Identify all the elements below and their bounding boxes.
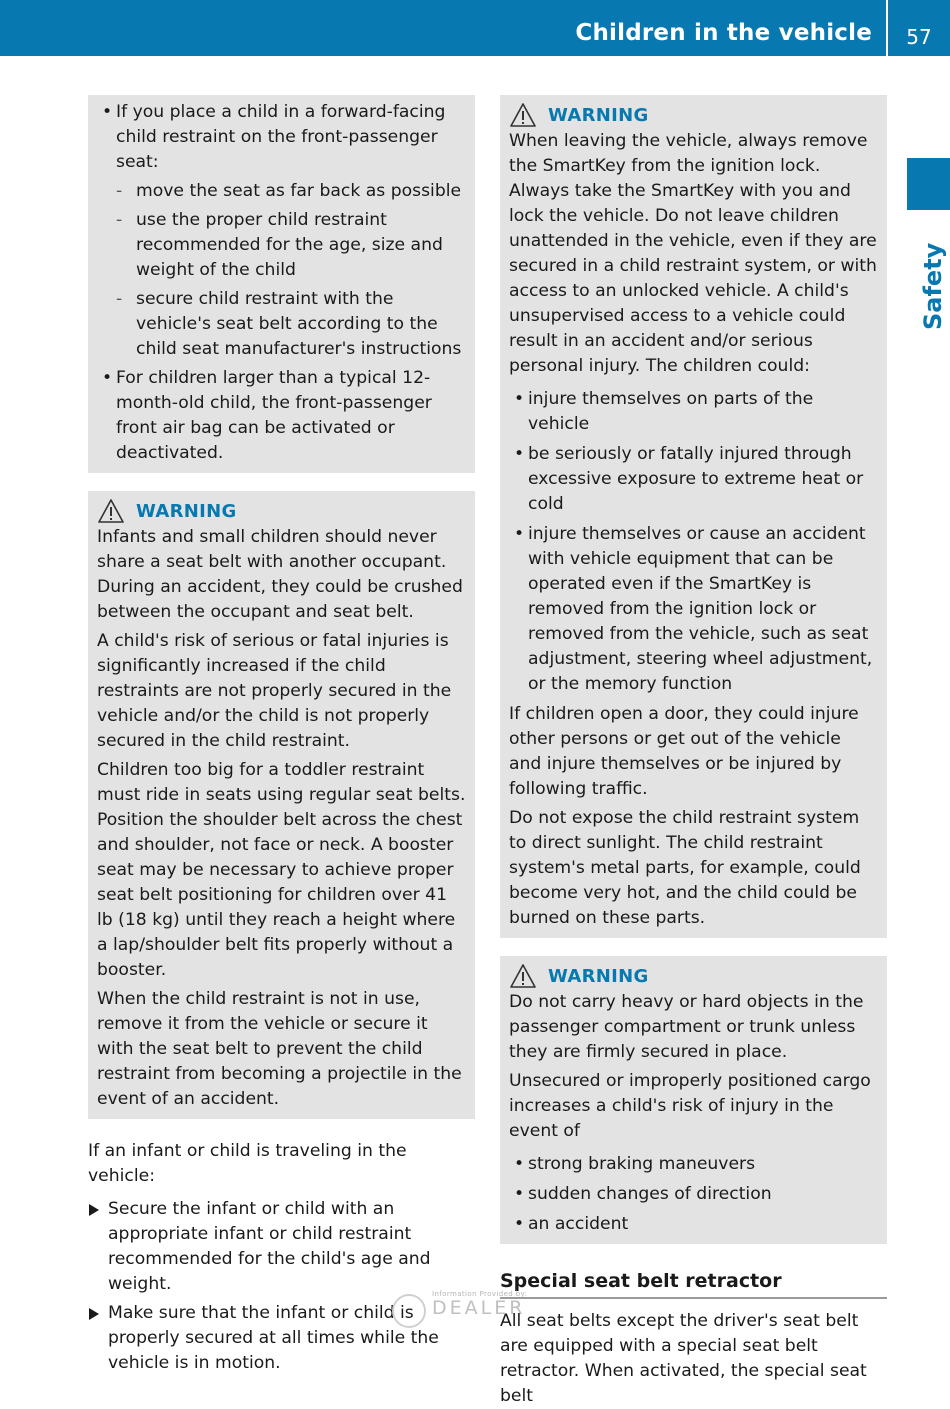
warning-heading	[509, 99, 878, 131]
arrow-right-icon	[89, 1308, 99, 1320]
dash-marker: -	[116, 210, 123, 230]
sub-list-item: - use the proper child restraint recommended for the age, size and weight of the child	[116, 210, 443, 280]
warning-text: If children open a door, they could injure other persons or get out of the vehicle and injure themselves or be injured by following traffic.	[509, 704, 859, 799]
section-tab-label: Safety	[919, 242, 947, 330]
warning-text: Do not carry heavy or hard objects in the passenger compartment or trunk unless they are firmly secured in place.	[509, 992, 864, 1062]
bullet-dot: •	[514, 1214, 525, 1234]
page-header	[0, 0, 950, 56]
note-box	[88, 95, 475, 473]
warning-text: Unsecured or improperly positioned cargo increases a child's risk of injury in the event of	[509, 1071, 871, 1141]
warning-text: When leaving the vehicle, always remove the SmartKey from the ignition lock. Always take the SmartKey with you and lock the vehicle. Do not leave children unattended in the vehicle, even if they are secured in a child restraint system, or with access to an unlocked vehicle. A child's unsupervised access to a vehicle could result in an accident and/or serious personal injury. The children could:	[509, 131, 877, 376]
bullet-dot: •	[514, 1184, 525, 1204]
bullet-dot: •	[514, 444, 525, 464]
list-item: • If you place a child in a forward-facing child restraint on the front-passenger seat:	[102, 102, 446, 172]
left-column	[88, 95, 475, 1376]
warning-list	[509, 387, 878, 697]
warning-box	[500, 956, 887, 1244]
warning-triangle-icon	[97, 497, 125, 525]
warning-text: Do not expose the child restraint system to direct sunlight. The child restraint system's metal parts, for example, could become very hot, and the child could be burned on these parts.	[509, 808, 861, 928]
instruction-step: Secure the infant or child with an appropriate infant or child restraint recommended for the child's age and weight.	[88, 1197, 475, 1297]
warning-box	[88, 491, 475, 1119]
list-item: • an accident	[509, 1212, 878, 1237]
warning-triangle-icon	[509, 962, 537, 990]
bullet-dot: •	[514, 1154, 525, 1174]
warning-text: A child's risk of serious or fatal injuries is significantly increased if the child restraints are not properly secured in the vehicle and/or the child is not properly secured in the child restraint.	[97, 631, 452, 751]
warning-label: WARNING	[548, 104, 649, 126]
warning-heading	[509, 960, 878, 992]
dash-marker: -	[116, 289, 123, 309]
logo-caption: Information Provided by:	[432, 1290, 528, 1298]
instruction-intro: If an infant or child is traveling in the vehicle:	[88, 1141, 407, 1186]
list-item: • injure themselves or cause an accident with vehicle equipment that can be operated even if the SmartKey is removed from the ignition lock or removed from the vehicle, such as seat adjustment, steering wheel adjustment, or the memory function	[514, 524, 873, 694]
right-column	[500, 95, 887, 1409]
list-item: • strong braking maneuvers	[509, 1152, 878, 1177]
instruction-step: Make sure that the infant or child is properly secured at all times while the vehicle is in motion.	[88, 1301, 475, 1376]
warning-triangle-icon	[509, 101, 537, 129]
bullet-dot: •	[514, 389, 525, 409]
list-item: • For children larger than a typical 12-month-old child, the front-passenger front air bag can be activated or deactivated.	[102, 368, 432, 463]
warning-label: WARNING	[136, 500, 237, 522]
warning-label: WARNING	[548, 965, 649, 987]
section-tab-marker	[907, 158, 950, 210]
warning-heading	[97, 495, 466, 527]
bullet-dot: •	[102, 102, 113, 122]
section-heading: Special seat belt retractor	[500, 1268, 887, 1299]
arrow-right-icon	[89, 1204, 99, 1216]
page-number: 57	[906, 25, 932, 49]
list-item: • injure themselves on parts of the vehicle	[514, 389, 814, 434]
warning-text: Infants and small children should never share a seat belt with another occupant. During an accident, they could be crushed between the occupant and seat belt.	[97, 527, 463, 622]
list-item: • be seriously or fatally injured through excessive exposure to extreme heat or cold	[514, 444, 864, 514]
chapter-title: Children in the vehicle	[575, 20, 872, 46]
warning-box	[500, 95, 887, 938]
dealer-logo	[390, 1288, 550, 1332]
warning-text: When the child restraint is not in use, remove it from the vehicle or secure it with the seat belt to prevent the child restraint from becoming a projectile in the event of an accident.	[97, 989, 462, 1109]
logo-circle-icon	[392, 1294, 426, 1328]
sub-list-item: - secure child restraint with the vehicle's seat belt according to the child seat manufacturer's instructions	[116, 289, 462, 359]
dash-marker: -	[116, 181, 123, 201]
bullet-dot: •	[102, 368, 113, 388]
list-item: • sudden changes of direction	[509, 1182, 878, 1207]
warning-list	[509, 1152, 878, 1237]
sub-list-item: - move the seat as far back as possible	[97, 179, 466, 204]
section-text: All seat belts except the driver's seat belt are equipped with a special seat belt retractor. When activated, the special seat belt	[500, 1311, 867, 1406]
logo-wordmark: DEALER	[432, 1297, 526, 1319]
warning-text: Children too big for a toddler restraint must ride in seats using regular seat belts. Position the shoulder belt across the chest and shoulder, not face or neck. A booster seat may be necessary to achieve proper seat belt positioning for children over 41 lb (18 kg) until they reach a height where a lap/shoulder belt fits properly without a booster.	[97, 760, 466, 980]
bullet-dot: •	[514, 524, 525, 544]
